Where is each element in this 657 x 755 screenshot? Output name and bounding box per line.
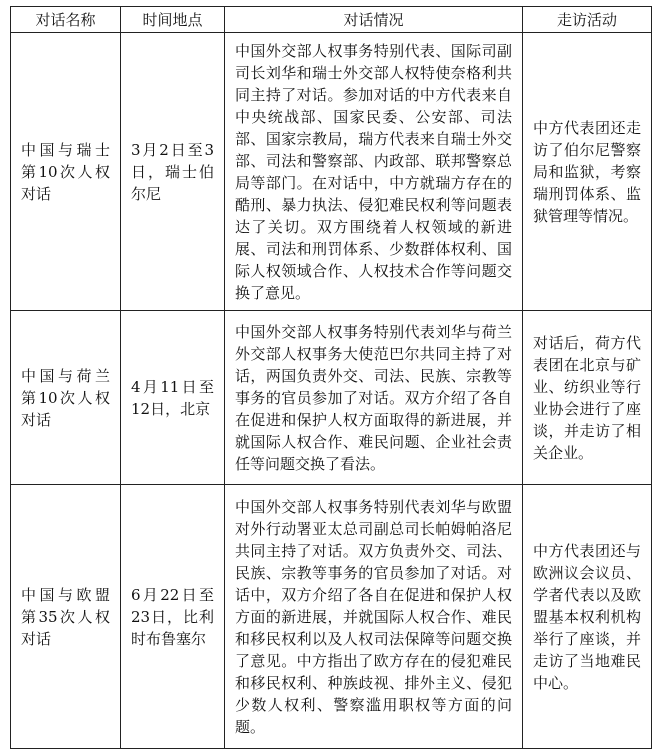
- dialog-table: [10, 6, 652, 749]
- cell-activity: 中方代表团还走访了伯尔尼警察局和监狱，考察瑞刑罚体系、监狱管理等情况。: [523, 33, 652, 311]
- cell-activity: 中方代表团还与欧洲议会议员、学者代表以及欧盟基本权利机构举行了座谈，并走访了当地难民中心。: [523, 485, 652, 749]
- table-row: [11, 33, 652, 311]
- header-activity: 走访活动: [523, 7, 652, 33]
- header-situation: 对话情况: [225, 7, 523, 33]
- cell-activity: 对话后，荷方代表团在北京与矿业、纺织业等行业协会进行了座谈，并走访了相关企业。: [523, 311, 652, 485]
- table-header-row: [11, 7, 652, 33]
- header-time-place: 时间地点: [121, 7, 225, 33]
- cell-time-place: 3月2日至3日，瑞士伯尔尼: [121, 33, 225, 311]
- cell-time-place: 4月11日至12日，北京: [121, 311, 225, 485]
- cell-time-place: 6月22日至23日，比利时布鲁塞尔: [121, 485, 225, 749]
- table-row: [11, 485, 652, 749]
- cell-situation: 中国外交部人权事务特别代表、国际司副司长刘华和瑞士外交部人权特使奈格利共同主持了对话。参加对话的中方代表来自中央统战部、国家民委、公安部、司法部、国家宗教局，瑞方代表来自瑞士外交部、司法和警察部、内政部、联邦警察总局等部门。在对话中，中方就瑞方存在的酷刑、暴力执法、侵犯难民权利等问题表达了关切。双方围绕着人权领域的新进展、司法和刑罚体系、少数群体权利、国际人权领域合作、人权技术合作等问题交换了意见。: [225, 33, 523, 311]
- table-row: [11, 311, 652, 485]
- cell-situation: 中国外交部人权事务特别代表刘华与荷兰外交部人权事务大使范巴尔共同主持了对话，两国负责外交、司法、民族、宗教等事务的官员参加了对话。双方介绍了各自在促进和保护人权方面取得的新进展，并就国际人权合作、难民问题、企业社会责任等问题交换了看法。: [225, 311, 523, 485]
- cell-dialogue-name: 中国与瑞士第10次人权对话: [11, 33, 121, 311]
- cell-dialogue-name: 中国与欧盟第35次人权对话: [11, 485, 121, 749]
- cell-situation: 中国外交部人权事务特别代表刘华与欧盟对外行动署亚太总司副总司长帕姆帕洛尼共同主持了对话。双方负责外交、司法、民族、宗教等事务的官员参加了对话。对话中，双方介绍了各自在促进和保护人权方面的新进展，并就国际人权合作、难民和移民权利以及人权司法保障等问题交换了意见。中方指出了欧方存在的侵犯难民和移民权利、种族歧视、排外主义、侵犯少数人权利、警察滥用职权等方面的问题。: [225, 485, 523, 749]
- header-name: 对话名称: [11, 7, 121, 33]
- cell-dialogue-name: 中国与荷兰第10次人权对话: [11, 311, 121, 485]
